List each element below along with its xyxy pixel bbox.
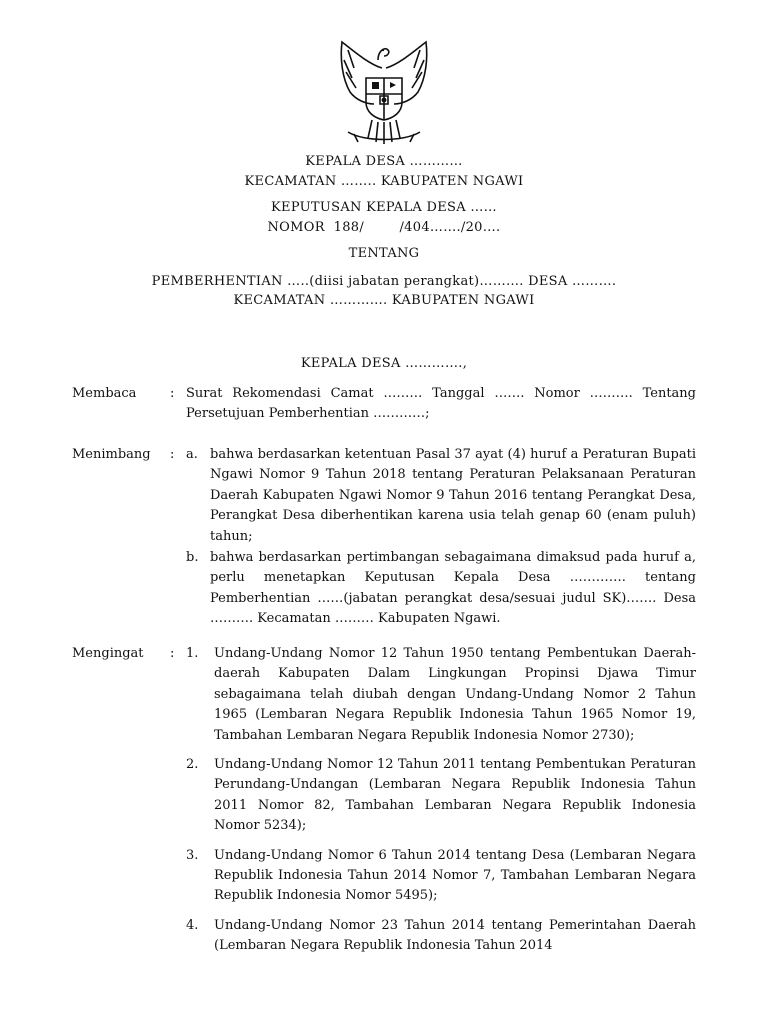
item-marker: 4. — [186, 917, 199, 933]
heading-official: KEPALA DESA …………., — [300, 356, 468, 371]
list-item — [186, 445, 696, 547]
item-marker: 2. — [186, 757, 199, 773]
heading-kecamatan: KECAMATAN …….. KABUPATEN NGAWI — [244, 174, 524, 189]
list-item — [186, 644, 696, 746]
heading-kepala-desa: KEPALA DESA ………… — [305, 154, 463, 169]
section-label: Membaca — [72, 386, 137, 401]
section-colon: : — [170, 447, 175, 462]
mengingat-list — [186, 644, 696, 966]
item-marker: a. — [186, 447, 198, 462]
list-item — [186, 755, 696, 837]
section-colon: : — [170, 386, 175, 401]
section-colon: : — [170, 646, 175, 661]
item-text: bahwa berdasarkan pertimbangan sebagaimana dimaksud pada huruf a, perlu menetapkan Keputusan Kepala Desa …………. tentang Pemberhentian ……(jabatan perangkat desa/sesuai judul SK)……. Desa ………. Kecamatan ……… Kabupaten Ngawi. — [210, 550, 696, 627]
item-marker: 3. — [186, 847, 199, 863]
heading-keputusan: KEPUTUSAN KEPALA DESA …… — [271, 200, 497, 215]
heading-tentang: TENTANG — [348, 246, 420, 261]
heading-subject-line1: PEMBERHENTIAN …..(diisi jabatan perangkat)………. DESA ………. — [151, 274, 617, 289]
item-text: bahwa berdasarkan ketentuan Pasal 37 ayat (4) huruf a Peraturan Bupati Ngawi Nomor 9 Tahun 2018 tentang Peraturan Pelaksanaan Peraturan Daerah Kabupaten Ngawi Nomor 9 Tahun 2016 tentang Perangkat Desa, Perangkat Desa diberhentikan karena usia telah genap 60 (enam puluh) tahun; — [210, 447, 696, 544]
item-text: Undang-Undang Nomor 12 Tahun 2011 tentang Pembentukan Peraturan Perundang-Undangan (Lembaran Negara Republik Indonesia Tahun 2011 Nomor 82, Tambahan Lembaran Negara Republik Indonesia Nomor 5234); — [214, 757, 696, 834]
item-text: Undang-Undang Nomor 6 Tahun 2014 tentang Desa (Lembaran Negara Republik Indonesia Tahun 2014 Nomor 7, Tambahan Lembaran Negara Republik Indonesia Nomor 5495); — [214, 847, 696, 904]
item-text: Undang-Undang Nomor 23 Tahun 2014 tentang Pemerintahan Daerah (Lembaran Negara Republik Indonesia Tahun 2014 — [214, 917, 696, 954]
list-item — [186, 548, 696, 630]
heading-nomor: NOMOR 188/ /404……./20…. — [267, 220, 501, 235]
item-text: Undang-Undang Nomor 12 Tahun 1950 tentang Pembentukan Daerah-daerah Kabupaten Dalam Lingkungan Propinsi Djawa Timur sebagaimana telah diubah dengan Undang-Undang Nomor 2 Tahun 1965 (Lembaran Negara Republik Indonesia Tahun 1965 Nomor 19, Tambahan Lembaran Negara Republik Indonesia Nomor 2730); — [214, 646, 696, 743]
membaca-text: Surat Rekomendasi Camat ……… Tanggal ……. Nomor ………. Tentang Persetujuan Pemberhentian …………; — [186, 386, 696, 422]
item-marker: 1. — [186, 646, 199, 661]
heading-subject-line2: KECAMATAN …………. KABUPATEN NGAWI — [233, 293, 535, 308]
list-item — [186, 916, 696, 957]
menimbang-list — [186, 445, 696, 639]
garuda-emblem-icon — [328, 38, 440, 150]
section-label: Menimbang — [72, 447, 151, 462]
section-label: Mengingat — [72, 646, 144, 661]
item-marker: b. — [186, 550, 199, 566]
list-item — [186, 846, 696, 907]
